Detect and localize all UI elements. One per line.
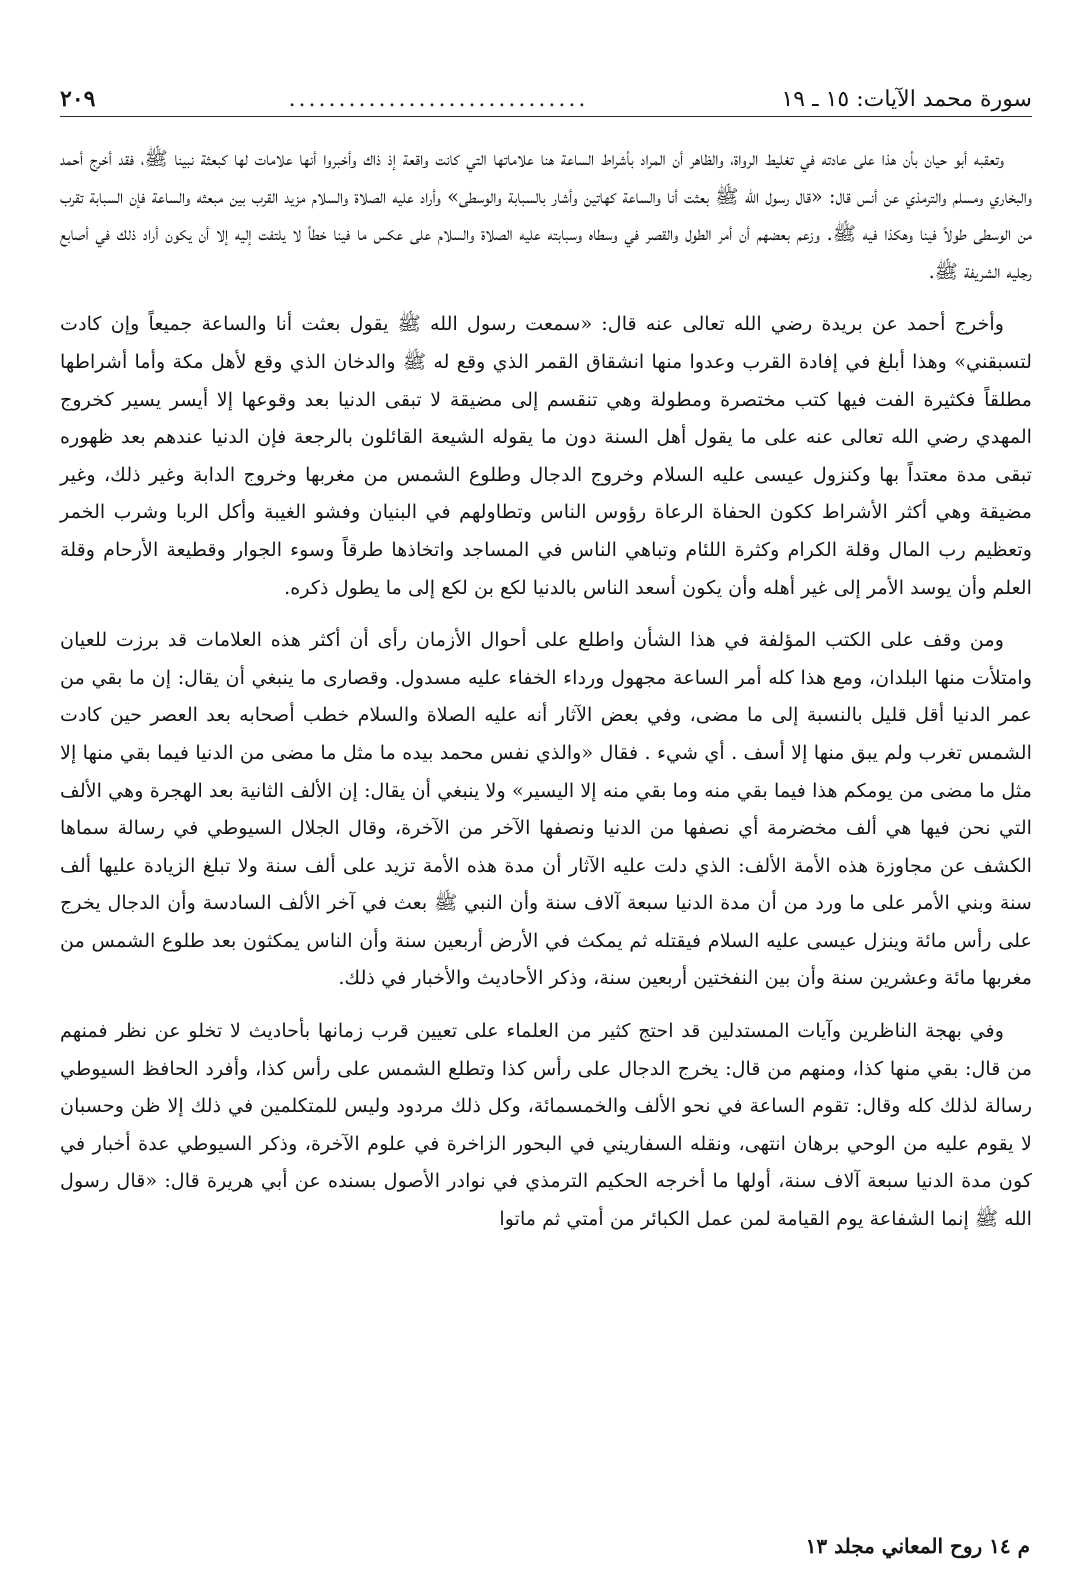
header-title: سورة محمد الآيات: ١٥ ـ ١٩ <box>781 87 1032 112</box>
running-header <box>60 78 1032 117</box>
paragraph-4: وفي بهجة الناظرين وآيات المستدلين قد احتج كثير من العلماء على تعيين قرب زمانها بأحاديث لا تخلو عن نظر فمنهم من قال: بقي منها كذا، ومنهم من قال: يخرج الدجال على رأس كذا وتطلع الشمس على رأس كذا، وأفرد الحافظ السيوطي رسالة لذلك كله وقال: تقوم الساعة في نحو الألف والخمسمائة، وكل ذلك مردود وليس للمتكلمين في ذلك إلا ظن وحسبان لا يقوم عليه من الوحي برهان انتهى، ونقله السفاريني في البحور الزاخرة في علوم الآخرة، وذكر السيوطي عدة أخبار في كون مدة الدنيا سبعة آلاف سنة، أولها ما أخرجه الحكيم الترمذي في نوادر الأصول بسنده عن أبي هريرة قال: «قال رسول الله ﷺ إنما الشفاعة يوم القيامة لمن عمل الكبائر من أمتي ثم ماتوا <box>60 1019 1032 1231</box>
body-text <box>60 140 1032 1253</box>
paragraph-2: وأخرج أحمد عن بريدة رضي الله تعالى عنه قال: «سمعت رسول الله ﷺ يقول بعثت أنا والساعة جميعاً وإن كادت لتسبقني» وهذا أبلغ في إفادة القرب وعدوا منها انشقاق القمر الذي وقع له ﷺ والدخان الذي وقع لأهل مكة وأما أشراطها مطلقاً فكثيرة الفت فيها كتب مختصرة ومطولة وهي تنقسم إلى مضيقة لا تبقى الدنيا بعد وقوعها إلا أيسر يسير كخروج المهدي رضي الله تعالى عنه على ما يقول أهل السنة دون ما يقوله الشيعة القائلون بالرجعة فإن الدنيا عندهم بعد ظهوره تبقى مدة معتداً بها وكنزول عيسى عليه السلام وخروج الدجال وطلوع الشمس من مغربها وخروج الدابة وغير ذلك، وغير مضيقة وهي أكثر الأشراط ككون الحفاة الرعاة رؤوس الناس وتطاولهم في البنيان وفشو الغيبة وأكل الربا وشرب الخمر وتعظيم رب المال وقلة الكرام وكثرة اللئام وتباهي الناس في المساجد واتخاذها طرقاً وسوء الجوار وقطيعة الأرحام وقلة العلم وأن يوسد الأمر إلى غير أهله وأن يكون أسعد الناس بالدنيا لكع بن لكع إلى ما يطول ذكره. <box>60 312 1032 599</box>
paragraph-1: وتعقبه أبو حيان بأن هذا على عادته في تغليط الرواة، والظاهر أن المراد بأشراط الساعة هنا علاماتها التي كانت واقعة إذ ذاك وأخبروا أنها علامات لها كبعثة نبينا ﷺ، فقد أخرج أحمد والبخاري ومسلم والترمذي عن أنس قال: «قال رسول الله ﷺ بعثت أنا والساعة كهاتين وأشار بالسبابة والوسطى» وأراد عليه الصلاة والسلام مزيد القرب بين مبعثه والساعة فإن السبابة تقرب من الوسطى طولاً فينا وهكذا فيه ﷺ. وزعم بعضهم أن أمر الطول والقصر في وسطاه وسبابته عليه الصلاة والسلام على عكس ما فينا خطأ لا يلتفت إليه إلا أن يكون أراد ذلك في أصابع رجليه الشريفة ﷺ. <box>60 147 1032 283</box>
page-number: ٢٠٩ <box>60 86 96 112</box>
signature-mark: م ١٤ روح المعاني مجلد ١٣ <box>805 1534 1030 1558</box>
header-dot-leader: .............................. <box>288 87 589 112</box>
paragraph-3: ومن وقف على الكتب المؤلفة في هذا الشأن واطلع على أحوال الأزمان رأى أن أكثر هذه العلامات قد برزت للعيان وامتلأت منها البلدان، ومع هذا كله أمر الساعة مجهول ورداء الخفاء عليه مسدول. وقصارى ما ينبغي أن يقال: إن ما بقي من عمر الدنيا أقل قليل بالنسبة إلى ما مضى، وفي بعض الآثار أنه عليه الصلاة والسلام خطب أصحابه بعد العصر حين كادت الشمس تغرب ولم يبق منها إلا أسف . أي شيء . فقال «والذي نفس محمد بيده ما مثل ما مضى من الدنيا فيما بقي منها إلا مثل ما مضى من يومكم هذا فيما بقي منه وما بقي منه إلا اليسير» ولا ينبغي أن يقال: إن الألف الثانية بعد الهجرة وهي الألف التي نحن فيها هي ألف مخضرمة أي نصفها من الدنيا ونصفها الآخر من الآخرة، وقال الجلال السيوطي في رسالة سماها الكشف عن مجاوزة هذه الأمة الألف: الذي دلت عليه الآثار أن مدة هذه الأمة تزيد على ألف سنة ولا تبلغ الزيادة عليها ألف سنة وبني الأمر على ما ورد من أن مدة الدنيا سبعة آلاف سنة وأن النبي ﷺ بعث في آخر الألف السادسة وأن الدجال يخرج على رأس مائة وينزل عيسى عليه السلام فيقتله ثم يمكث في الأرض أربعين سنة وأن الناس يمكثون بعد طلوع الشمس من مغربها مائة وعشرين سنة وأن بين النفختين أربعين سنة، وذكر الأحاديث والأخبار في ذلك. <box>60 628 1032 990</box>
